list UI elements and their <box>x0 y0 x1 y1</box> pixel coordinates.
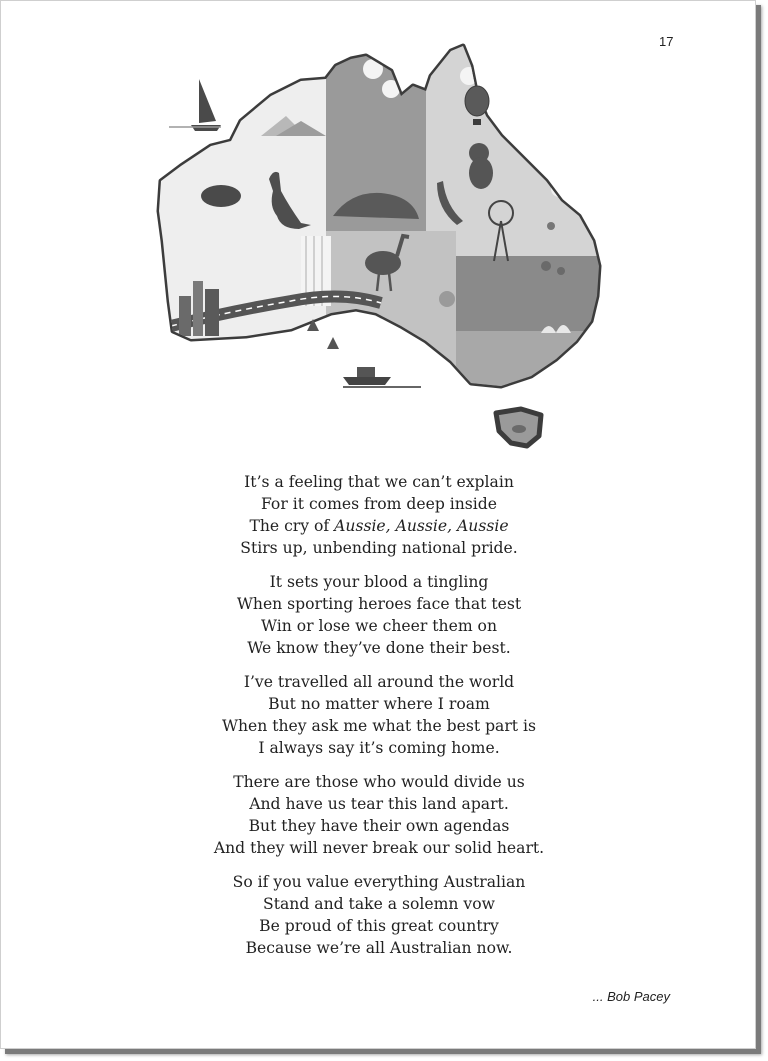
stanza-4 <box>1 771 757 859</box>
poem-line: Stand and take a solemn vow <box>263 895 495 913</box>
poem-line: When sporting heroes face that test <box>236 595 522 613</box>
poem-line: Win or lose we cheer them on <box>261 617 497 635</box>
poem-line: There are those who would divide us <box>233 773 525 791</box>
australia-map-icon <box>151 41 611 451</box>
poem-line: Be proud of this great country <box>259 917 499 935</box>
poem-line <box>1 515 757 537</box>
poem-line: We know they’ve done their best. <box>247 639 511 657</box>
poem-line: I’ve travelled all around the world <box>243 673 515 691</box>
poem-line-italic: Aussie, Aussie, Aussie <box>334 517 509 535</box>
poem-line: So if you value everything Australian <box>232 873 526 891</box>
poem-line: But no matter where I roam <box>268 695 490 713</box>
poem-line: It sets your blood a tingling <box>269 573 489 591</box>
poem-line: And have us tear this land apart. <box>249 795 509 813</box>
poem-line: Stirs up, unbending national pride. <box>240 539 518 557</box>
poem-line: And they will never break our solid heart. <box>213 839 545 857</box>
poem-line: Because we’re all Australian now. <box>245 939 513 957</box>
poem-line-prefix: The cry of <box>249 517 335 535</box>
poem-line: I always say it’s coming home. <box>258 739 500 757</box>
stanza-1 <box>1 471 757 559</box>
poem-line: But they have their own agendas <box>248 817 510 835</box>
poem <box>1 471 757 971</box>
poem-line: It’s a feeling that we can’t explain <box>244 473 514 491</box>
page-number: 17 <box>659 34 674 49</box>
stanza-5 <box>1 871 757 959</box>
australia-map-illustration <box>151 41 611 451</box>
stanza-3 <box>1 671 757 759</box>
poem-line: When they ask me what the best part is <box>221 717 537 735</box>
stanza-2 <box>1 571 757 659</box>
sailboat <box>199 79 216 123</box>
ship <box>343 377 391 385</box>
poem-line: For it comes from deep inside <box>260 495 498 513</box>
poem-author: ... Bob Pacey <box>592 989 670 1004</box>
